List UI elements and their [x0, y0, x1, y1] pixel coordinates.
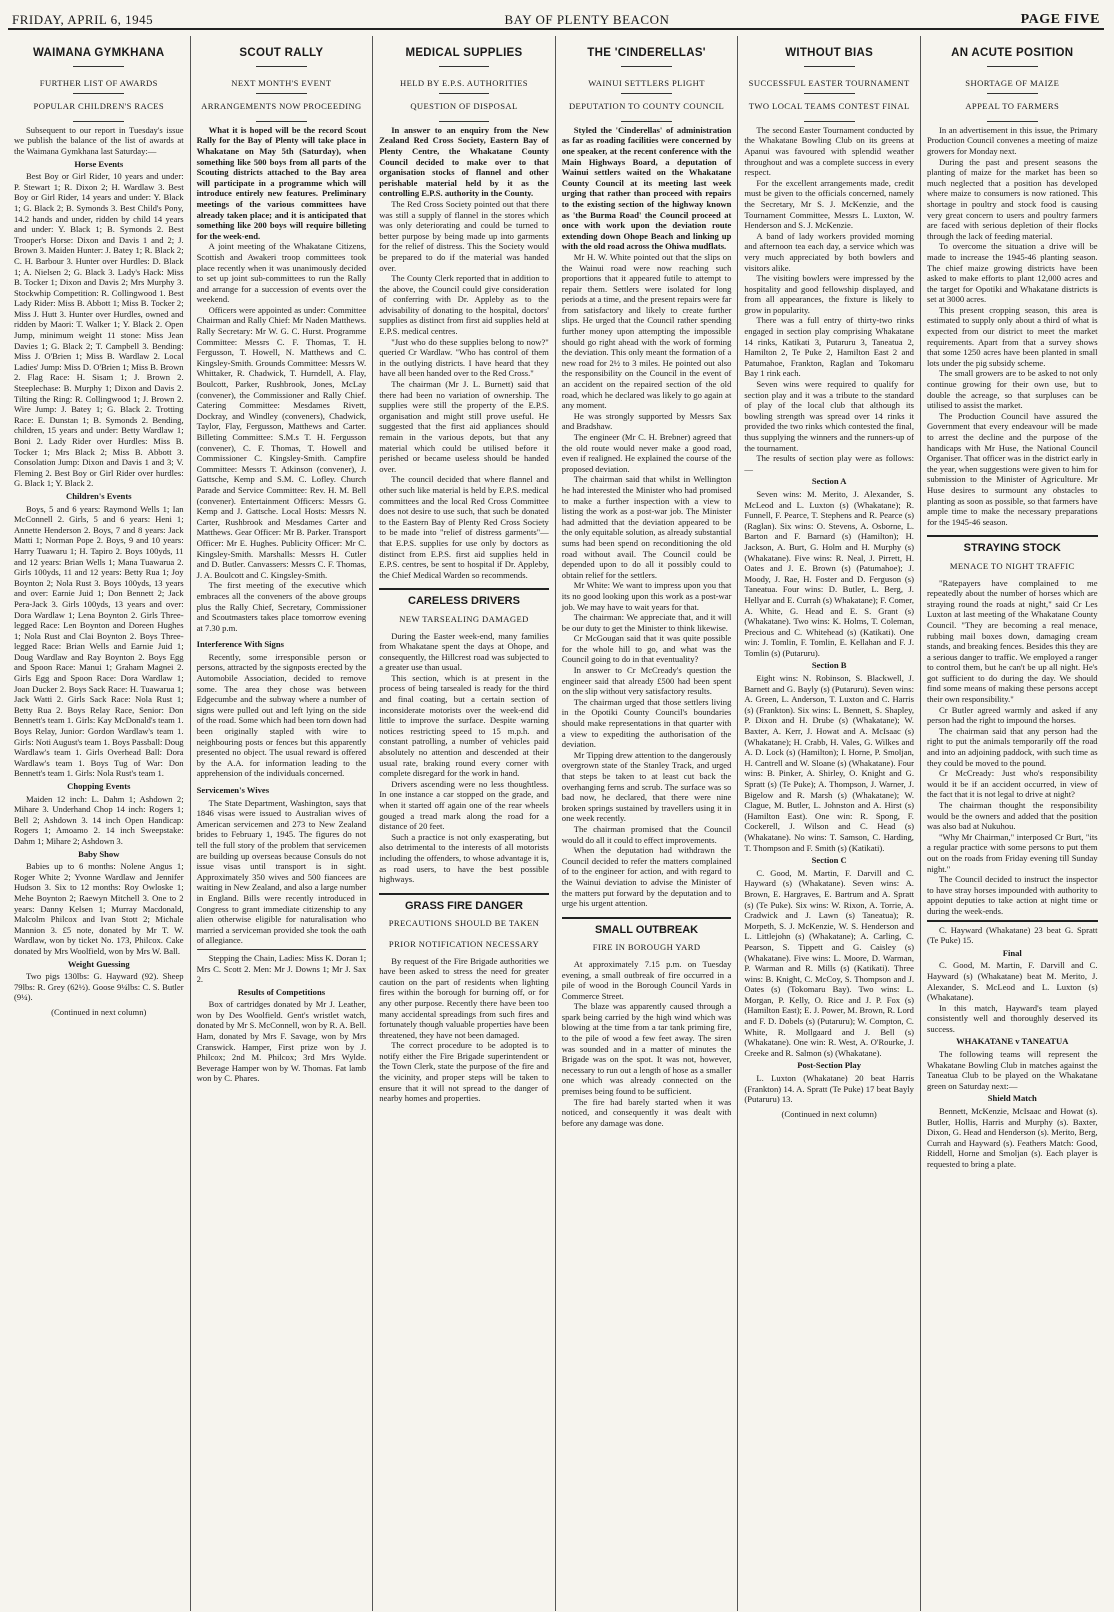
headline-scout-rally: SCOUT RALLY — [239, 47, 324, 59]
subhead-2: QUESTION OF DISPOSAL — [410, 101, 518, 112]
headline-small-outbreak: SMALL OUTBREAK — [562, 917, 732, 939]
paragraph: Mr H. W. White pointed out that the slips on the Wainui road were now reaching such proportions that it appeared futile to attempt to repair them. Settlers were isolated for long periods at a time, and the present repairs were far from satisfactory and likely to create further slips. He urged that the Council rather spending further money upon attempting the impossible should go right ahead with the work of forming the deviation. This only meant the formation of a new road for 2½ to 3 miles. He pointed out also the responsibility on the Council in the event of an accident on the repaired section of the old road, which he declared was likely to go again at any moment. — [561, 251, 732, 411]
paragraph: The chairman (Mr J. L. Burnett) said that there had been no variation of ownership. The supplies were still the property of the E.P.S. organisation and might still prove useful. He suggested that the first aid appliances should remain in the various depots, but that any material which could be utilised before it perished or became useless should be handed over. — [379, 379, 549, 474]
section-heading: Shield Match — [987, 1093, 1037, 1104]
paragraph: The chairman said that whilst in Wellington he had interested the Minister who had promised to make a further inspection with a view to listing the work as a post-war job. The Minister had admitted that the deviation appeared to be the only equitable solution, as already substantial sums had been spend on reconditioning the old road without avail. The Council could be depended upon to do all it possibly could to obtain relief for the settlers. — [561, 474, 732, 580]
subhead: MENACE TO NIGHT TRAFFIC — [949, 560, 1075, 571]
paragraph: A joint meeting of the Whakatane Citizens, Scottish and Awakeri troop committees took place recently when it was unanimously decided to set up joint sub-committees to run the Rally and arrange for a succession of events over the weekend. — [196, 241, 367, 305]
paragraph: Mr White: We want to impress upon you that its no good looking upon this work as a post-war job. We may have to wait years for that. — [561, 580, 732, 612]
section-heading: Chopping Events — [67, 781, 131, 791]
paragraph: Mr Tipping drew attention to the dangerously overgrown state of the Stanley Track, and urged that steps be taken to at least cut back the overhanging ferns and scrub. The surface was so bad now, he declared, that there were nine broken springs sustained by travellers using it in one week recently. — [561, 749, 732, 824]
headline-waimana-gymkhana: WAIMANA GYMKHANA — [33, 47, 165, 59]
subhead: SHORTAGE OF MAIZE — [965, 77, 1060, 88]
page-number: PAGE FIVE — [1020, 12, 1100, 27]
paragraph: The fire had barely started when it was noticed, and consequently it was dealt with before any damage was done. — [561, 1096, 732, 1128]
subhead: PRECAUTIONS SHOULD BE TAKEN — [388, 918, 540, 929]
lead-paragraph: What it is hoped will be the record Scout Rally for the Bay of Plenty will take place in Whakatane on May 5th (Saturday), when something like 500 boys from all parts of the Scouting districts attached to the Bay area will participate in a programme which will introduce entirely new features. Preliminary meetings of the various committees have already taken place; and it is anticipated that something like 200 boys will require billeting for the week-end. — [196, 124, 367, 241]
paragraph: C. Hayward (Whakatane) 23 beat G. Spratt (Te Puke) 15. — [926, 924, 1098, 946]
paragraph: Bennett, McKenzie, McIsaac and Howat (s). Butler, Hollis, Harris and Murphy (s). Baxter, Dixon, G. Head and Henderson (s). Merito, Berg, Currah and Hayward (s). Feathers Match: Good, Riddell, Horne and Smoljan (s). Each player is requested to bring a plate. — [926, 1106, 1098, 1169]
subhead: NEW TARSEALING DAMAGED — [399, 613, 529, 624]
paragraph: Such a practice is not only exasperating, but also detrimental to the interests of all motorists including the offenders, to whose advantage it is, as road users, to have the best possible highways. — [379, 831, 549, 885]
paragraph: C. Good, M. Martin, F. Darvill and C. Hayward (s) (Whakatane) beat M. Merito, J. Alexander, S. McLeod and L. Luxton (s) (Whakatane). — [926, 960, 1098, 1003]
paragraph: The following teams will represent the Whakatane Bowling Club in matches against the Taneatua Club to be played on the Whakatane green on Saturday next:— — [926, 1049, 1098, 1091]
paragraph: During the past and present seasons the planting of maize for the market has been so much neglected that a position has developed where maize to consumers is now rationed. This shortage in poultry and stock food is causing very great concern to users and poultry farmers are faced with serious depletion of their flocks through the lack of feeding material. — [926, 156, 1098, 241]
paragraph: There was a full entry of thirty-two rinks engaged in section play comprising Whakatane 14 rinks, Katikati 3, Putaruru 3, Taneatua 2, Hamilton 2, Te Puke 2, Hamilton East 2 and Patumahoe, Frankton, Raglan and Tokomaru Bay 1 rink each. — [744, 315, 914, 379]
subhead-2: PRIOR NOTIFICATION NECESSARY — [388, 938, 540, 949]
paragraph: In an advertisement in this issue, the Primary Production Council convenes a meeting of maize growers for Monday next. — [926, 124, 1098, 156]
paragraph: The correct procedure to be adopted is to notify either the Fire Brigade superintendent or the Town Clerk, state the purpose of the fire and the vicinity, and proper steps will be taken to ensure that it will not spread to the danger of nearby homes and properties. — [379, 1040, 549, 1104]
paragraph: This section, which is at present in the process of being tarsealed is ready for the third and final coating, but a certain section of inconsiderate motorists over the week-end did little to improve the surface. Despite warning notices restricting speed to 15 m.p.h. and constant patrolling, a number of vehicles paid absolutely no attention and descended at their usual rate, braking round every corner with complete disregard for the work in hand. — [379, 672, 549, 779]
results-list: Best Boy or Girl Rider, 10 years and under: P. Stewart 1; R. Dixon 2; H. Wardlaw 3. Best Boy or Girl Rider, 14 years and under: Y. Black 1; G. Black 2; B. Symonds 3. Best Child's Pony, 14.2 hands and under, ridden by child 14 years and under: Y. Black 1; B. Symonds 2. Best Trooper's Horse: Dixon and Davis 1 and 2; J. Brown 3. Maiden Hunter: J. Batey 1; R. Black 2; C. H. Barbour 3. Hunter over Hurdles: D. Black 1; A. Nielsen 2; G. Black 3. Lady's Hack: Miss B. Tocker 1; Dixon and Davis 2; Mrs Murphy 3. Stockwhip Competition: R. Collingwood 1. Best Lady Rider: Miss B. Abbott 1; Miss B. Tocker 2; Miss J. Hutt 3. Hunter over Hurdles, owned and ridden by Maori: T. Walker 1; Y. Black 2. Open Jump, minimum weight 11 stone: Miss Jean Davies 1; G. Black 2; T. Campbell 3. Bending: Miss J. O'Brien 1; Miss B. Wardlaw 2. Local Ladies' Jump: Miss D. O'Brien 1; Miss B. Brown 2. Flag Race: H. Sisam 1; J. Brown 2. Steeplechase: B. Murphy 1; Dixon and Davis 2. Tilting the Ring: R. Collingwood 1; J. Brown 2. Wire Jump: J. Batey 1; G. Black 2. Trotting Race: E. Dunstan 1; B. Symonds 2. Bending, children, 15 years and under: Betty Wardlaw 1; Boni 2. Lady Rider over Hurdles: Miss B. Tocker 1; Mrs Black 2; Miss B. Abbott 3. Consolation Jump: Dixon and Davis 1 and 3; V. Fleming 2. Best Boy or Girl Rider over hurdles: G. Black 1; Y. Black 2. — [14, 171, 184, 489]
section-heading: Weight Guessing — [67, 958, 130, 969]
subhead: FURTHER LIST OF AWARDS — [39, 77, 158, 88]
paragraph: During the Easter week-end, many families from Whakatane spent the days at Ohope, and consequently, the Hillcrest road was subjected to a greater use than usual. — [379, 630, 549, 673]
paragraph: "Just who do these supplies belong to now?" queried Cr Wardlaw. "Who has control of them in the outlying districts. I have heard that they have all been handed over to the Red Cross." — [379, 336, 549, 379]
subhead-2: DEPUTATION TO COUNTY COUNCIL — [568, 101, 725, 112]
paragraph: The second Easter Tournament conducted by the Whakatane Bowling Club on its greens at Apanui was favoured with splendid weather throughout and was a complete success in every respect. — [744, 124, 914, 178]
results-list: Babies up to 6 months: Nolene Angus 1; Roger White 2; Yvonne Wardlaw and Jennifer Hudson 3. Six to 12 months: Roy Owloske 1; Mehe Boynton 2; Raewyn Mitchell 3. One to 2 years: Danny Kelsen 1; Murray Macdonald, Malcolm Philcox and Ivan Stott 2; Michale Mannion 3. £5 note, donated by Mr T. W. Wardlaw, won by ticket No. 173, Philcox. Cake donated by Mrs Woolfield, won by Mrs W. Ball. — [14, 861, 184, 956]
subhead: FIRE IN BOROUGH YARD — [592, 942, 701, 953]
paragraph: The Production Council have assured the Government that every endeavour will be made to arrest the decline and the purpose of the handicaps with Mr Huse, the National Council Organiser. That officer was in the district early in the year, when suggestions were given to him for submission to the Minister of Agriculture. Mr Huse desires to surmount any obstacles to planting as soon as possible, so that farmers have ample time to make the necessary preparations for the 1945-46 season. — [926, 410, 1098, 527]
section-heading: Final — [1002, 947, 1022, 958]
paragraph: The first meeting of the executive which embraces all the conveners of the above groups plus the Rally Chief, Secretary, Commissioner and Scoutmasters takes place tomorrow evening at 7.30 p.m. — [196, 580, 367, 633]
columns — [8, 36, 1104, 1611]
paragraph: The small growers are to be asked to not only continue growing for their own use, but to double the acreage, so that surpluses can be utilised to assist the market. — [926, 368, 1098, 411]
paragraph: Drivers ascending were no less thoughtless. In one instance a car stopped on the grade, and when it started off again one of the rear wheels gouged a tread mark along the road for a distance of 20 feet. — [379, 778, 549, 832]
subhead-2: TWO LOCAL TEAMS CONTEST FINAL — [748, 101, 910, 112]
paragraph: The visiting bowlers were impressed by the hospitality and good fellowship displayed, and from all appearances, the fixture is likely to grow in popularity. — [744, 273, 914, 315]
paragraph: The chairman said that any person had the right to put the animals temporarily off the road and into an adjoining paddock, with such time as they could be moved to the pound. — [926, 725, 1098, 768]
paragraph: The Council decided to instruct the inspector to have stray horses impounded with authority to appoint deputies to take action at night time or during the week-ends. — [926, 874, 1098, 916]
section-heading: Baby Show — [78, 848, 120, 859]
paragraph: Box of cartridges donated by Mr J. Leather, won by Des Woolfield. Gent's wristlet watch, donated by Mr S. McConnell, won by R. A. Bell. Ham, donated by Mrs F. Savage, won by Mrs Cranswick. Hamper, First prize won by J. Philcox; 2nd M. Philcox; 3rd Mrs Wylde. Beverage Hamper won by W. Thomas. Fat lamb won by C. Phares. — [196, 999, 367, 1084]
headline-medical-supplies: MEDICAL SUPPLIES — [405, 47, 523, 59]
paragraph: The Red Cross Society pointed out that there was still a supply of flannel in the stores which was only deteriorating and could be turned to better purpose by being made up into garments for the relief of distress. This the Society would be prepared to do if the material was handed over. — [379, 198, 549, 273]
column-5 — [738, 36, 921, 1611]
continued-note: (Continued in next column) — [51, 1006, 147, 1017]
subhead: WAINUI SETTLERS PLIGHT — [588, 77, 705, 88]
results-list: L. Luxton (Whakatane) 20 beat Harris (Frankton) 14. A. Spratt (Te Puke) 17 beat Bayly (Putaruru) 13. — [744, 1073, 914, 1105]
results-list: Boys, 5 and 6 years: Raymond Wells 1; Ian McConnell 2. Girls, 5 and 6 years: Heni 1; Annette Henderson 2. Boys, 7 and 8 years: Jack Matti 1; Norman Pope 2. Boys, 9 and 10 years: Harry Tuawaru 1; H. Tapiro 2. Boys 100yds, 11 and 12 years: Brian Wells 1; Mana Tuawarua 2. Girls 100yds, 11 and 12 years: Betty Rua 1; Joy Boynton 2; Nola Rust 3. Boys 100yds, 13 years and over: Earnie Juid 1; Don Bennett 2; Jack Pera-Jack 3. Girls 100yds, 13 years and over: Dora Wardlaw 1; Lena Boynton 2. Girls Three-legged Race: Len Boynton and Doreen Hughes 1; Nola Rust and Clai Boynton 2. Boys Three-legged Race: Brian Wells and Earnie Juid 1; Doug Wardlaw and Ray Boynton 2. Boys Egg and Spoon Race: Manui 1; Graham Magnei 2. Girls Egg and Spoon Race: Dora Wardlaw 1; Joan Ducker 2. Boys Sack Race: H. Tuawarua 1; Jack Watti 2. Girls Sack Race: Nola Rust 1; Betty Rua 2. Boys Relay Race, Senior: Don Bennett's team 1. Girls: Kay McDonald's team 1. Boys Relay, Junior: Gordon Wardlaw's team 1. Girls: Noti August's team 1. Boys Passball: Doug Wardlaw's team 1. Girls Overhead Ball: Dora Wardlaw's team 1. Boys Tug of War: Don Bennett's team 1. Girls: Nola Rust's team 1. — [14, 503, 184, 779]
paragraph: "Why Mr Chairman," interposed Cr Burt, "its a regular practice with some persons to put them out on the roads from Friday evening till Sunday night." — [926, 831, 1098, 874]
subhead: SUCCESSFUL EASTER TOURNAMENT — [748, 77, 910, 88]
paragraph: To overcome the situation a drive will be made to increase the 1945-46 planting season. The chief maize growing districts have been asked to make efforts to plant 12,000 acres and the target for Opotiki and Whakatane districts is set at 3000 acres. — [926, 241, 1098, 305]
results-list: C. Good, M. Martin, F. Darvill and C. Hayward (s) (Whakatane). Seven wins: A. Brown, E. Hargraves, E. Bartrum and A. Spratt (s) (Te Puke). Six wins: W. Rixon, A. Torrie, A. Cradwick and J. Lawn (s) Taneatua); R. Morpeth, S. J. McKenzie, W. S. Henderson and L. Littlejohn (s) (Whakatane); A. Carling, C. Pearson, S. Tippett and G. Caisley (s) (Whakatane). Five wins: L. Moore, D. Warman, P. Warman and R. Mills (s) (Katikati). Three wins: B. Knight, C. McCoy, S. Thompson and J. Oates (s) (Tokomaru Bay). Two wins: L. Morgan, P. Kelly, O. Rice and J. P. Fox (s) (Hamilton East); E. J. Power, M. Brown, R. Lord and F. D. Dobels (s) (Putaruru); W. Compton, C. White, R. Mollgaard and J. Bell (s) (Whakatane). One win: R. West, A. O'Rourke, J. Creeke and R. Salmon (s) (Whakatane). — [744, 867, 914, 1058]
headline-grass-fire-danger: GRASS FIRE DANGER — [379, 893, 549, 915]
subhead-2: ARRANGEMENTS NOW PROCEEDING — [201, 101, 362, 112]
section-heading: Section C — [811, 855, 847, 866]
paragraph: By request of the Fire Brigade authorities we have been asked to stress the need for greater caution on the part of residents when lighting fires within the borough for burning off, or for any other purpose. Recently there have been too many accidental spreadings from such fires and fortunately though valuable properties have been threatened, they have not been damaged. — [379, 955, 549, 1040]
section-heading: Horse Events — [74, 158, 124, 169]
results-list: Two pigs 130lbs: G. Hayward (92). Sheep 79lbs: R. Grey (62½). Goose 9¼lbs: C. S. Butler (9¼). — [14, 971, 184, 1003]
paragraph: This present cropping season, this area is estimated to supply only about a third of what is expected from our district to meet the market requirements. Apart from that a survey shows that some 1250 acres have been planted in small lots under the pig subsidy scheme. — [926, 304, 1098, 368]
headline-acute-position: AN ACUTE POSITION — [951, 47, 1074, 59]
paragraph: Seven wins were required to qualify for section play and it was a tribute to the standard of play of the local club that although its bowling strength was spread over 14 rinks it provided the two rinks which contested the final, thus supplying the winners and the runners-up of the tournament. — [744, 379, 914, 453]
continued-note: (Continued in next column) — [781, 1108, 877, 1119]
section-heading: Section B — [811, 660, 847, 671]
section-heading: Children's Events — [66, 490, 132, 501]
paragraph: Officers were appointed as under: Committee Chairman and Rally Chief: Mr Naden Matthews. Rally Secretary: Mr W. G. C. Hurst. Programme Committee: Messrs C. F. Thomas, T. H. Fergusson, T. Howell, N. Matthews and C. Kingsley-Smith. Grounds Committee: Messrs W. Whittaker, R. Chadwick, T. Hurndell, A. Flay, Boulcott, Parker, Rushbrook, Jones, McLay (convener), the Commissioner and Rally Chief. Catering Committee: Mesdames Rivett, Dockray, and Windley (conveners), Chadwick, Taylor, Flay, Fergusson, Matthews and Carter. Billeting Committee: S.M.s T. H. Fergusson (convener), C. F. Thomas, T. Howell and Commissioner C. Kingsley-Smith. Campfire Committee: Messrs T. Atkinson (convener), J. Gattsche, Kemp and S.M. C. Lofley. Church Parade and Service Committee: Rev. H. M. Bell (convener). Entertainment Officers: Messrs G. Kemp and J. Gattsche. Local Hosts: Messrs N. Carter, Rushbrook and Mesdames Carter and Matthews. Gear Officer: Mr B. Parker. Transport Officer: Mr E. Hughes. Publicity Officer: Mr C. Kingsley-Smith. Marshalls: Messrs H. Cutler and D. Butler. Canvassers: Messrs C. F. Thomas, J. A. Boulcott and C. Kingsley-Smith. — [196, 304, 367, 580]
paragraph: The blaze was apparently caused through a spark being carried by the high wind which was blowing at the time from a tar tank priming fire, to the pile of wood a few feet away. The siren was sounded and in a matter of minutes the Brigade was on the spot. It was not, however, necessary to run out a length of hose as a smaller one which was already connected on the premises being found to be sufficient. — [561, 1001, 732, 1097]
headline-straying-stock: STRAYING STOCK — [927, 535, 1098, 557]
column-6 — [921, 36, 1104, 1611]
paragraph: The chairman: We appreciate that, and it will be our duty to get the Minister to think likewise. — [561, 612, 732, 633]
results-list: Maiden 12 inch: L. Dahm 1; Ashdown 2; Mihare 3. Underhand Chop 14 inch: Rogers 1; Bell 2; Ashdown 3. 14 inch Open Handicap: Rogers 1; Amoamo 2. 14 inch Sweepstake: Dahm 1; Mihare 2; Ashdown 3. — [14, 793, 184, 846]
paragraph: Subsequent to our report in Tuesday's issue we publish the balance of the list of awards at the Waimana Gymkhana last Saturday:— — [14, 124, 184, 156]
section-heading: WHAKATANE v TANEATUA — [956, 1036, 1069, 1047]
paragraph: In answer to Cr McCready's question the engineer said that already £500 had been spent on the slip without very satisfactory results. — [561, 665, 732, 697]
subhead-2: APPEAL TO FARMERS — [965, 101, 1060, 112]
paper-name: BAY OF PLENTY BEACON — [504, 12, 670, 27]
issue-date: FRIDAY, APRIL 6, 1945 — [12, 12, 154, 27]
paragraph: The State Department, Washington, says that 1846 visas were issued to Australian wives of American servicemen and 273 to New Zealand brides to February 1, 1945. The figures do not tell the full story of the problem that servicemen are building up overseas because Consuls do not issue visas until transport is in sight. Approximately 350 wives and 500 fiancees are waiting in New Zealand, and also a large number in England. Bills were recently introduced in Congress to grant immediate citizenship to any alien otherwise eligible for naturalisation who married a serviceman provided she took the oath of allegiance. — [196, 797, 367, 946]
paragraph: A band of lady workers provided morning and afternoon tea each day, a service which was very much appreciated by both bowlers and visitors alike. — [744, 230, 914, 273]
subhead: HELD BY E.P.S. AUTHORITIES — [399, 77, 528, 88]
lead-paragraph: In answer to an enquiry from the New Zealand Red Cross Society, Eastern Bay of Plenty Centre, the Whakatane County Council decided to make over to that organisation stocks of flannel and other perishable material held by it as the controlling E.P.S. authority in the County. — [379, 124, 549, 199]
paragraph: The results of section play were as follows:— — [744, 453, 914, 474]
paragraph: Cr Butler agreed warmly and asked if any person had the right to impound the horses. — [926, 704, 1098, 726]
paragraph: In this match, Hayward's team played consistently well and thoroughly deserved its success. — [926, 1002, 1098, 1034]
section-heading: Post-Section Play — [797, 1060, 862, 1071]
results-list: Eight wins: N. Robinson, S. Blackwell, J. Barnett and G. Bayly (s) (Putaruru). Seven wins: A. Green, L. Anderson, T. Luxton and C. Harris (s) (Frankton). Six wins: L. Bennett, S. Shapley, P. Dixon and H. Drube (s) (Whakatane); W. Baxter, A. Kerr, J. Howat and A. McIsaac (s) (Whakatane); H. Crabb, H. Vales, G. Wilkes and A. D. Lock (s) (Hamilton); I. Horne, P. Smoljan, H. Cantrell and W. Sloane (s) (Whakatane). Four wins: B. Pinker, A. Shirley, O. Knight and G. Spratt (s) (Te Puke); A. Thompson, J. Warner, J. Bigelow and R. Marsh (s) (Whakatane); W. Clague, M. Butler, L. Johnston and A. Hirst (s) (Hamilton East). One win: R. Spong, F. Cockerell, J. Wilson and C. Head (s) (Whakatane). No wins: T. Samson, C. Harding, T. Thompson and F. Smith (s) (Katikati). — [744, 673, 914, 853]
paragraph: When the deputation had withdrawn the Council decided to refer the matters complained of to the engineer for action, and with regard to the Wainui deviation to advise the Minister of the matters put forward by the deputation and to urge his urgent attention. — [561, 845, 732, 909]
paragraph: The County Clerk reported that in addition to the above, the Council could give consideration of conferring with Dr. Appleby as to the advisability of donating to the hospital, doctors' supplies as distinct from first aid supplies held at E.P.S. medical centres. — [379, 273, 549, 337]
paragraph: The chairman thought the responsibility would be the owners and added that the position was also bad at Nukuhou. — [926, 800, 1098, 832]
subhead: NEXT MONTH'S EVENT — [231, 77, 332, 88]
results-list: Seven wins: M. Merito, J. Alexander, S. McLeod and L. Luxton (s) (Whakatane); R. Funnell, F. Pearce, T. Stephens and R. Pearce (s) (Raglan). Six wins: O. Stevens, A. Osborne, L. Barton and F. Barnard (s) (Hamilton); H. Jackson, A. Burt, G. Holm and H. Murphy (s) (Whakatane). Five wins: R. Neal, J. Pirrett, H. Oates and J. E. Brown (s) (Patumahoe); J. Moody, J. Rae, H. Foster and D. Ferguson (s) Taneatua. Four wins: D. Butler, L. Berg, J. Hellyar and E. Currah (s) Whakatane); F. Comer, A. White, G. Head and E. S. Grant (s) (Whakatane). Two wins: K. Holms, T. Coleman, Precious and C. Whitehead (s) (Katikati). One win: J. Tomlin, F. Tomlin, E. Kellahan and F. J. Tomlin (s) (Putaruru). — [744, 488, 914, 658]
side-heading: Servicemen's Wives — [196, 785, 270, 795]
headline-without-bias: WITHOUT BIAS — [785, 47, 874, 59]
lead-paragraph: Styled the 'Cinderellas' of administration as far as roading facilities were concerned by one speaker, at the recent conference with the Main Highways Board, a deputation of Wainui settlers waited on the Whakatane County Council at its meeting last week urging that rather than proceed with repairs to the existing section of the highway known as 'the Burma Road' the Council proceed at once with work upon the deviation route extending down Ohope Beach and linking up with the old road across the Ohiwa mudflats. — [561, 124, 732, 252]
section-heading: Results of Competitions — [237, 986, 326, 997]
subhead-2: POPULAR CHILDREN'S RACES — [33, 101, 165, 112]
headline-cinderellas: THE 'CINDERELLAS' — [587, 47, 706, 59]
paragraph: At approximately 7.15 p.m. on Tuesday evening, a small outbreak of fire occurred in a pile of wood in the Borough Council Yards in Commerce Street. — [561, 958, 732, 1001]
paragraph: The engineer (Mr C. H. Brebner) agreed that the old route would never make a good road, even if realigned. He explained the course of the proposed deviation. — [561, 432, 732, 474]
side-heading: Interference With Signs — [196, 639, 284, 650]
section-heading: Section A — [811, 476, 847, 487]
paragraph: Cr McCready: Just who's responsibility would it be if an accident occurred, in view of the fact that it is not legal to drive at night? — [926, 768, 1098, 800]
headline-careless-drivers: CARELESS DRIVERS — [379, 588, 549, 610]
column-4 — [556, 36, 739, 1611]
paragraph: "Ratepayers have complained to me repeatedly about the number of horses which are straying round the roads at night," said Cr Les Luxton at last meeting of the Whakatane County Council. "They are becoming a real menace, rubbing mail boxes down, damaging cream stands, and breaking fences. Besides this they are a serious danger to traffic. We employed a ranger to control them, but he can't be up all night. He's got sufficient to do during the day. We should find some means of making these persons accept their own responsibility." — [926, 577, 1098, 705]
paragraph: The chairman promised that the Council would do all it could to effect improvements. — [561, 823, 732, 845]
column-3 — [373, 36, 556, 1611]
paragraph: Recently, some irresponsible person or persons, attracted by the signposts erected by the Automobile Association, decided to remove some. The area they chose was between Edgecumbe and the subway where a number of signs were pulled out and left lying on the side of the road. Some which had been torn down had been originally stapled with wire to neighbouring posts or fences but this apparently presented no object. The usual reward is offered by the A.A. for information leading to the apprehension of the individuals concerned. — [196, 651, 367, 779]
masthead — [8, 2, 1104, 30]
column-1 — [8, 36, 191, 1611]
paragraph: For the excellent arrangements made, credit must be given to the officials concerned, namely the Secretary, Mr S. J. McKenzie, and the Tournament Committee, Messrs L. Luxton, W. Henderson and S. J. McKenzie. — [744, 177, 914, 231]
paragraph: Cr McGougan said that it was quite possible for the whole hill to go, and what was the Council going to do in that eventuality? — [561, 633, 732, 665]
paragraph: The chairman urged that those settlers living in the Opotiki County Council's boundaries should make representations in that quarter with a view to expediting the authorisation of the deviation. — [561, 696, 732, 750]
paragraph: The council decided that where flannel and other such like material is held by E.P.S. medical committees and the local Red Cross Committee does not desire to use such, that such be donated to the Eastern Bay of Plenty Red Cross Society to be made into "relief of distress garments"—that E.P.S. supplies for use only by doctors as distinct from E.P.S. first aid supplies held in E.P.S. centres, be sent to hospital if Dr. Appleby, the Chief Medical Warden so recommends. — [379, 474, 549, 580]
paragraph: He was strongly supported by Messrs Sax and Bradshaw. — [561, 410, 732, 432]
paragraph: Stepping the Chain, Ladies: Miss K. Doran 1; Mrs C. Scott 2. Men: Mr J. Downs 1; Mr J. Sax 2. — [196, 952, 367, 985]
column-2 — [191, 36, 374, 1611]
